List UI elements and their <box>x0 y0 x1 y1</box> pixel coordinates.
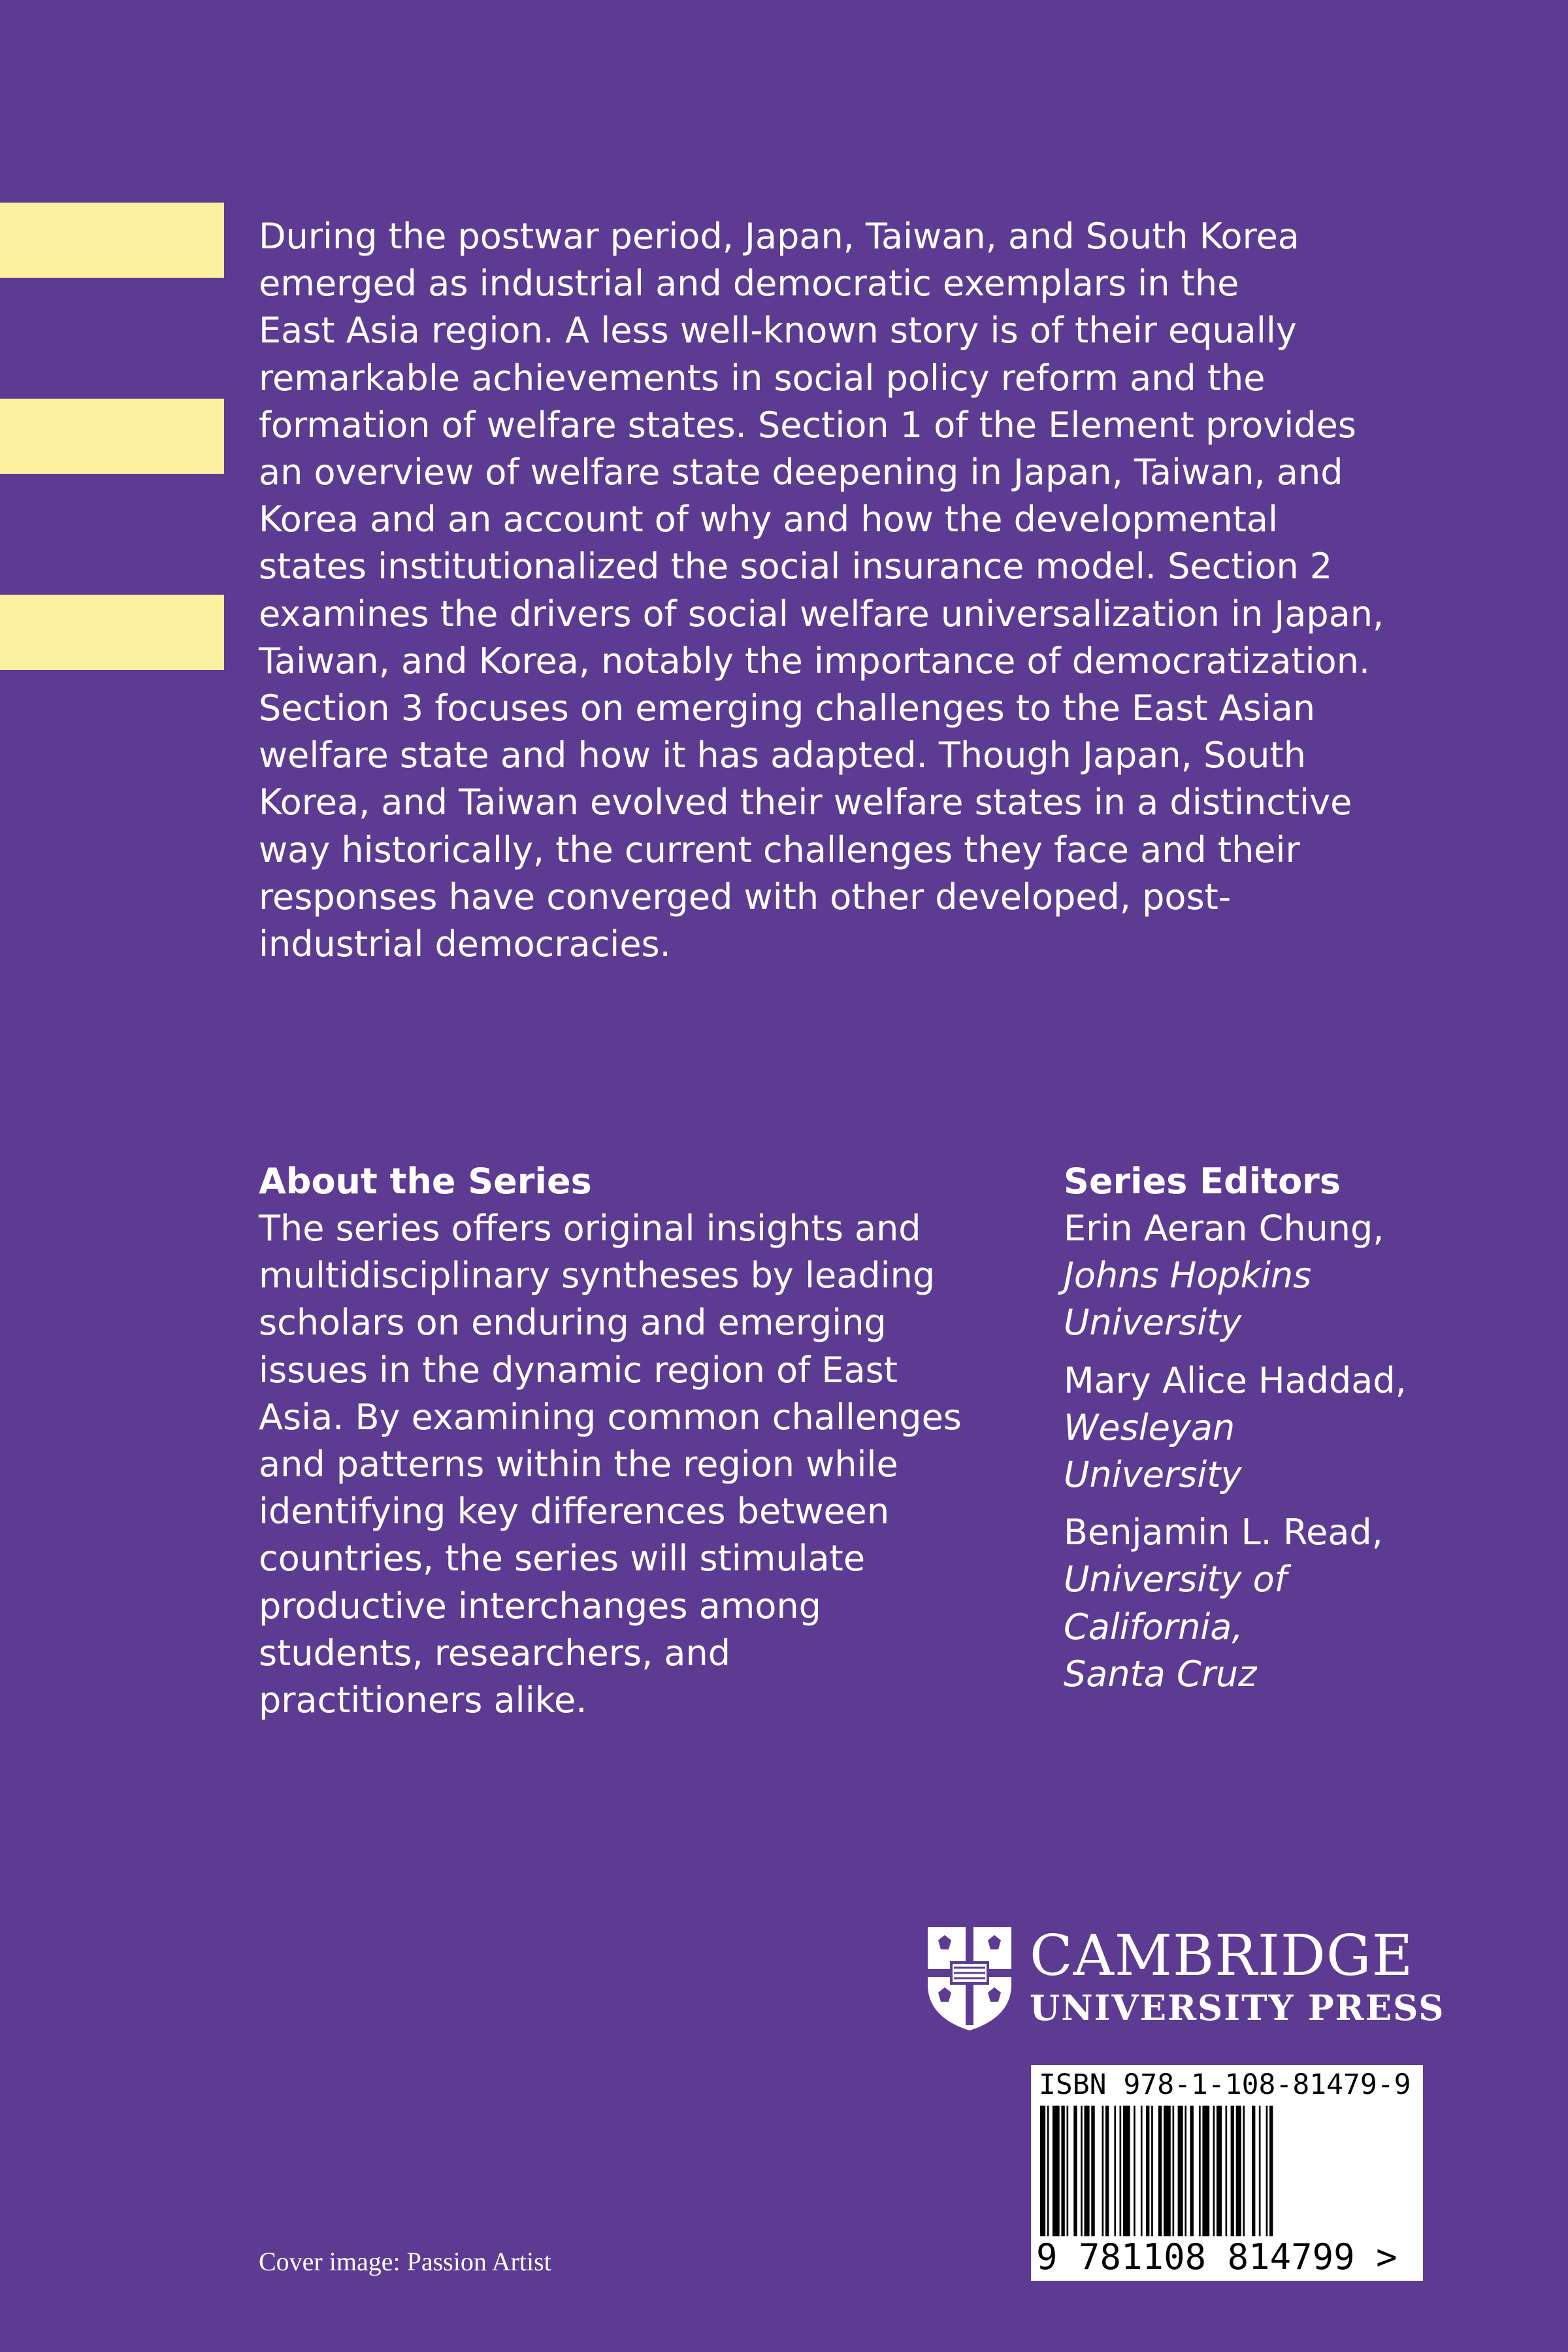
description-line: East Asia region. A less well-known story is of their equally <box>259 310 1297 352</box>
about-line: students, researchers, and <box>259 1632 730 1674</box>
publisher-wordmark <box>1030 1925 1445 2029</box>
barcode-bar <box>1091 2106 1094 2236</box>
book-description <box>259 213 1448 968</box>
editor-affiliation: Wesleyan <box>1064 1406 1235 1448</box>
about-line: productive interchanges among <box>259 1585 821 1627</box>
description-line: remarkable achievements in social policy reform and the <box>259 357 1266 399</box>
barcode-bar <box>1236 2106 1241 2236</box>
barcode-bar <box>1114 2106 1116 2236</box>
description-line: During the postwar period, Japan, Taiwan, and South Korea <box>259 216 1299 257</box>
barcode-bar <box>1061 2106 1064 2236</box>
about-heading: About the Series <box>259 1161 592 1202</box>
about-line: scholars on enduring and emerging <box>259 1302 887 1344</box>
barcode-bar <box>1266 2106 1268 2236</box>
barcode-bar <box>1173 2106 1175 2236</box>
barcode-bar <box>1190 2106 1194 2236</box>
barcode-bar <box>1040 2106 1045 2236</box>
about-line: issues in the dynamic region of East <box>259 1349 898 1391</box>
about-line: and patterns within the region while <box>259 1444 898 1485</box>
barcode-bar <box>1158 2106 1162 2236</box>
about-line: Asia. By examining common challenges <box>259 1396 962 1438</box>
barcode-bar <box>1164 2106 1171 2236</box>
series-editors <box>1064 1158 1521 1708</box>
barcode-bar <box>1146 2106 1149 2236</box>
barcode-bar <box>1073 2106 1077 2236</box>
barcode-bar <box>1226 2106 1228 2236</box>
about-the-series <box>259 1158 1010 1724</box>
barcode-bar <box>1199 2106 1201 2236</box>
description-line: Section 3 focuses on emerging challenges to the East Asian <box>259 687 1316 729</box>
barcode-bar <box>1243 2106 1245 2236</box>
editor-affiliation: University <box>1064 1454 1242 1496</box>
description-line: Korea and an account of why and how the developmental <box>259 499 1278 540</box>
barcode-bar <box>1047 2106 1049 2236</box>
isbn-barcode <box>1031 2065 1423 2281</box>
editor-entry <box>1064 1205 1521 1347</box>
barcode-bar <box>1105 2106 1109 2236</box>
cambridge-logo <box>925 1923 1445 2032</box>
barcode-bar <box>1102 2106 1104 2236</box>
isbn-label: ISBN 978-1-108-81479-9 <box>1039 2068 1411 2101</box>
description-line: Taiwan, and Korea, notably the importance of democratization. <box>259 640 1371 682</box>
editor-affiliation: University <box>1064 1302 1242 1344</box>
barcode-bar <box>1269 2106 1273 2236</box>
cover-image-credit: Cover image: Passion Artist <box>259 2247 551 2276</box>
editor-affiliation: California, <box>1064 1606 1243 1648</box>
decorative-stripe <box>0 399 224 474</box>
description-line: way historically, the current challenges they face and their <box>259 829 1300 870</box>
editors-heading: Series Editors <box>1064 1161 1341 1202</box>
barcode-bar <box>1123 2106 1130 2236</box>
barcode-bar <box>1252 2106 1255 2236</box>
about-body <box>259 1205 1010 1724</box>
about-line: identifying key differences between <box>259 1491 890 1532</box>
editor-affiliation: Santa Cruz <box>1064 1653 1257 1695</box>
description-line: welfare state and how it has adapted. Though Japan, South <box>259 735 1306 776</box>
description-line: an overview of welfare state deepening in Japan, Taiwan, and <box>259 452 1343 493</box>
barcode-bar <box>1217 2106 1222 2236</box>
description-line: industrial democracies. <box>259 923 671 965</box>
editor-name: Erin Aeran Chung, <box>1064 1208 1384 1249</box>
about-line: practitioners alike. <box>259 1680 587 1721</box>
editor-entry <box>1064 1509 1521 1698</box>
barcode-bar <box>1081 2106 1083 2236</box>
description-line: emerged as industrial and democratic exemplars in the <box>259 263 1239 305</box>
publisher-subtitle: UNIVERSITY PRESS <box>1030 1988 1445 2029</box>
description-line: examines the drivers of social welfare universalization in Japan, <box>259 593 1384 635</box>
cambridge-crest-icon <box>925 1925 1014 2032</box>
decorative-stripe <box>0 203 224 278</box>
description-line: Korea, and Taiwan evolved their welfare states in a distinctive <box>259 782 1352 823</box>
barcode-bar <box>1053 2106 1060 2236</box>
editor-name: Benjamin L. Read, <box>1064 1512 1383 1553</box>
publisher-name: CAMBRIDGE <box>1030 1923 1414 1989</box>
barcode-bar <box>1213 2106 1215 2236</box>
barcode-bar <box>1178 2106 1183 2236</box>
editor-entry <box>1064 1357 1521 1499</box>
about-line: countries, the series will stimulate <box>259 1538 866 1580</box>
decorative-stripe <box>0 595 224 670</box>
barcode-bar <box>1151 2106 1153 2236</box>
barcode-bar <box>1141 2106 1143 2236</box>
barcode-bars <box>1040 2106 1414 2236</box>
barcode-bar <box>1085 2106 1090 2236</box>
barcode-bar <box>1259 2106 1261 2236</box>
barcode-bar <box>1184 2106 1186 2236</box>
editor-affiliation: Johns Hopkins <box>1064 1255 1312 1297</box>
barcode-bar <box>1120 2106 1122 2236</box>
barcode-bar <box>1202 2106 1209 2236</box>
barcode-digits: 9 781108 814799 > <box>1036 2236 1397 2277</box>
barcode-bar <box>1067 2106 1069 2236</box>
about-line: multidisciplinary syntheses by leading <box>259 1255 936 1297</box>
editor-affiliation: University of <box>1064 1559 1287 1600</box>
barcode-bar <box>1134 2106 1135 2236</box>
about-line: The series offers original insights and <box>259 1208 921 1249</box>
editor-name: Mary Alice Haddad, <box>1064 1359 1407 1401</box>
description-line: states institutionalized the social insurance model. Section 2 <box>259 546 1333 588</box>
description-line: responses have converged with other developed, post- <box>259 876 1232 918</box>
barcode-bar <box>1231 2106 1234 2236</box>
description-line: formation of welfare states. Section 1 of the Element provides <box>259 404 1356 446</box>
